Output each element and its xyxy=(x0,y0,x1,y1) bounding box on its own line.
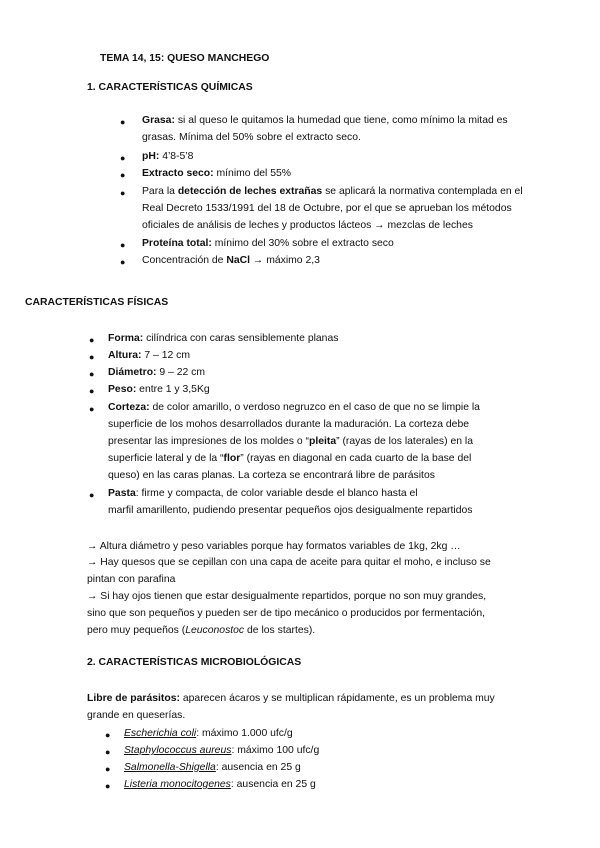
label: Libre de parásitos: xyxy=(87,693,180,704)
continuation: oficiales de análisis de leches y productos lácteos → mezclas de leches xyxy=(142,220,473,231)
label: Peso: xyxy=(108,384,137,395)
value: : máximo 100 ufc/g xyxy=(231,745,320,756)
bullet-icon: ● xyxy=(120,257,126,267)
continuation: superficie de los mohos desarrollados durante la maduración. La corteza debe xyxy=(108,419,469,430)
term-pleita: pleita xyxy=(308,436,337,447)
value: 4’8-5’8 xyxy=(159,151,194,162)
bullet-icon: ● xyxy=(120,188,126,198)
note-ojos: → Si hay ojos tienen que estar desigualmente repartidos, porque no son muy grandes, xyxy=(87,591,487,602)
value: se aplicará la normativa contemplada en el xyxy=(322,186,523,197)
section-heading-fisicas: CARACTERÍSTICAS FÍSICAS xyxy=(25,297,169,308)
continuation: grasas. Mínima del 50% sobre el extracto seco. xyxy=(142,132,361,143)
continuation: Real Decreto 1533/1991 del 18 de Octubre, por el que se aprueban los métodos xyxy=(142,203,512,214)
value: 7 – 12 cm xyxy=(141,350,190,361)
organism-name: Listeria monocitogenes xyxy=(124,779,231,790)
bullet-icon: ● xyxy=(120,170,126,180)
value: aparecen ácaros y se multiplican rápidamente, es un problema muy xyxy=(179,693,495,704)
continuation: superficie lateral y de la “ xyxy=(108,453,224,464)
bullet-icon: ● xyxy=(89,404,95,414)
bullet-icon: ● xyxy=(105,730,111,740)
value: de color amarillo, o verdoso negruzco en el caso de que no se limpie la xyxy=(149,402,480,413)
label: Grasa: xyxy=(142,115,175,126)
value: → máximo 2,3 xyxy=(250,255,320,266)
bullet-icon: ● xyxy=(120,240,126,250)
label: Corteza: xyxy=(108,402,150,413)
prefix: Para la xyxy=(142,186,178,197)
label: Extracto seco: xyxy=(142,168,214,179)
bullet-icon: ● xyxy=(89,352,95,362)
value: entre 1 y 3,5Kg xyxy=(136,384,210,395)
label: Diámetro: xyxy=(108,367,157,378)
bullet-icon: ● xyxy=(89,386,95,396)
note-ojos-cont: sino que son pequeños y pueden ser de tipo mecánico o producidos por fermentación, xyxy=(87,608,485,619)
note-parafina-cont: pintan con parafina xyxy=(87,574,176,585)
value: : máximo 1.000 ufc/g xyxy=(196,728,293,739)
term-flor: flor xyxy=(223,453,241,464)
organism-name: Staphylococcus aureus xyxy=(124,745,232,756)
note-parafina: → Hay quesos que se cepillan con una capa de aceite para quitar el moho, e incluso se xyxy=(87,557,491,568)
page-title: TEMA 14, 15: QUESO MANCHEGO xyxy=(100,53,270,64)
note-ojos-cont: de los startes). xyxy=(244,625,316,636)
bullet-icon: ● xyxy=(89,490,95,500)
bullet-icon: ● xyxy=(89,369,95,379)
value: cilíndrica con caras sensiblemente planas xyxy=(143,333,339,344)
value: si al queso le quitamos la humedad que tiene, como mínimo la mitad es xyxy=(174,115,508,126)
bullet-icon: ● xyxy=(89,335,95,345)
bullet-icon: ● xyxy=(120,117,126,127)
value: : ausencia en 25 g xyxy=(230,779,316,790)
bullet-icon: ● xyxy=(105,747,111,757)
prefix: Concentración de xyxy=(142,255,227,266)
bullet-icon: ● xyxy=(105,781,111,791)
continuation: ” (rayas en diagonal en cada cuarto de la base del xyxy=(240,453,472,464)
organism-name: Escherichia coli xyxy=(124,728,197,739)
term-leuconostoc: Leuconostoc xyxy=(185,625,245,636)
bullet-icon: ● xyxy=(120,153,126,163)
label: Forma: xyxy=(108,333,144,344)
label: NaCl xyxy=(226,255,251,266)
section-heading-microbiologicas: 2. CARACTERÍSTICAS MICROBIOLÓGICAS xyxy=(87,657,302,668)
continuation: marfil amarillento, pudiendo presentar pequeños ojos desigualmente repartidos xyxy=(108,505,473,516)
label: Pasta xyxy=(108,488,136,499)
value: : ausencia en 25 g xyxy=(215,762,301,773)
bullet-icon: ● xyxy=(105,764,111,774)
note-ojos-cont: pero muy pequeños ( xyxy=(87,625,186,636)
continuation: queso) en las caras planas. La corteza se encontrará libre de parásitos xyxy=(108,470,435,481)
value: mínimo del 55% xyxy=(213,168,291,179)
section-heading-quimicas: 1. CARACTERÍSTICAS QUÍMICAS xyxy=(87,82,253,93)
continuation: ” (rayas de los laterales) en la xyxy=(336,436,473,447)
label: pH: xyxy=(142,151,160,162)
value: : firme y compacta, de color variable desde el blanco hasta el xyxy=(135,488,418,499)
value: 9 – 22 cm xyxy=(156,367,206,378)
organism-name: Salmonella-Shigella xyxy=(124,762,216,773)
continuation: grande en queserías. xyxy=(87,710,186,721)
label: detección de leches extrañas xyxy=(177,186,323,197)
label: Proteína total: xyxy=(142,238,212,249)
value: mínimo del 30% sobre el extracto seco xyxy=(211,238,394,249)
note-formatos: → Altura diámetro y peso variables porque hay formatos variables de 1kg, 2kg … xyxy=(87,541,461,552)
continuation: presentar las impresiones de los moldes o “ xyxy=(108,436,309,447)
label: Altura: xyxy=(108,350,142,361)
